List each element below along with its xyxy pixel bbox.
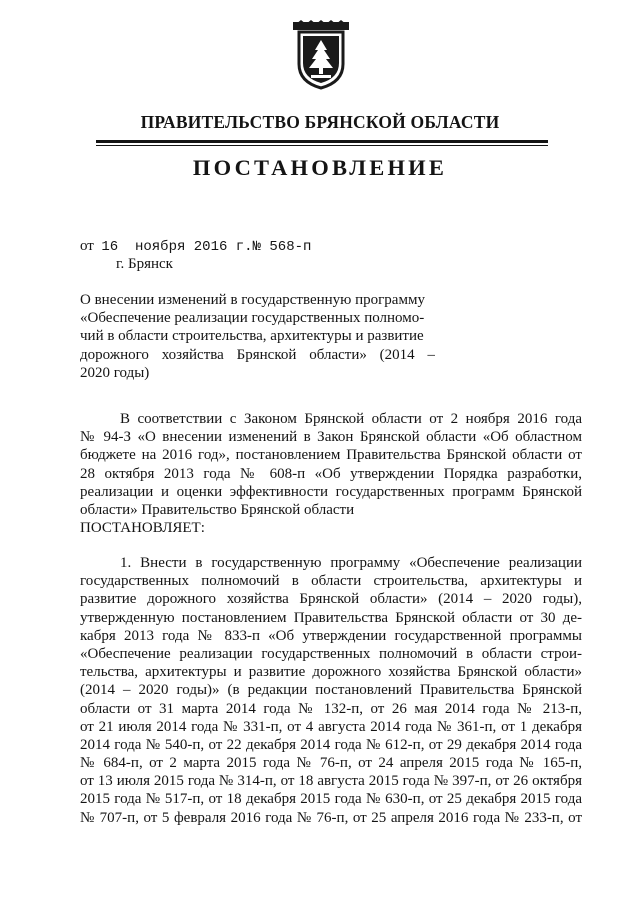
item-1-line: тельства, архитектуры и развитие дорожного хозяйства Брянской области» [80, 664, 582, 681]
coat-of-arms-emblem [291, 20, 351, 90]
header-rule-thin [96, 145, 548, 146]
item-1-line: 2015 года № 517-п, от 18 декабря 2015 года № 630-п, от 25 декабря 2015 года [80, 791, 582, 808]
item-1-line: 2014 года № 540-п, от 22 декабря 2014 года № 612-п, от 29 декабря 2014 года [80, 736, 582, 753]
item-1-line: от 13 июля 2015 года № 314-п, от 18 августа 2015 года № 397-п, от 26 октября [80, 773, 582, 790]
preamble-line: области» Правительство Брянской области [80, 501, 355, 518]
item-1-line: государственных полномочий в области строительства, архитектуры и [80, 573, 582, 590]
item-1-line: № 707-п, от 5 февраля 2016 года № 76-п, от 25 апреля 2016 года № 233-п, от [80, 809, 582, 826]
date-and-number: 16 ноября 2016 г.№ 568-п [101, 239, 312, 255]
header-rule-thick [96, 140, 548, 143]
item-1-line: развитие дорожного хозяйства Брянской области» (2014 – 2020 годы), [80, 591, 582, 608]
subject-line: чий в области строительства, архитектуры и развитие [80, 328, 424, 345]
item-1-line: 1. Внести в государственную программу «Обеспечение реализации [120, 555, 582, 571]
item-1-line: кабря 2013 года № 833-п «Об утверждении государственной программы [80, 627, 582, 644]
preamble-line: реализации и оценки эффективности государственных программ Брянской [80, 483, 582, 500]
item-1-line: утвержденную постановлением Правительства Брянской области от 30 де- [80, 609, 582, 626]
preamble-paragraph [80, 410, 582, 537]
item-1-line: «Обеспечение реализации государственных полномочий в области строи- [80, 645, 582, 662]
subject-line: «Обеспечение реализации государственных полномо- [80, 310, 425, 327]
item-1-line: области от 31 марта 2014 года № 132-п, от 26 мая 2014 года № 213-п, [80, 700, 582, 717]
resolves-heading: ПОСТАНОВЛЯЕТ: [80, 520, 205, 537]
item-1-line: от 21 июля 2014 года № 331-п, от 4 августа 2014 года № 361-п, от 1 декабря [80, 718, 582, 735]
item-1-line: № 684-п, от 2 марта 2015 года № 76-п, от 24 апреля 2015 года № 165-п, [80, 755, 582, 772]
city-name: г. Брянск [116, 256, 173, 272]
subject-block [80, 291, 435, 382]
subject-line: О внесении изменений в государственную программу [80, 292, 425, 308]
preamble-line: бюджете на 2016 год», постановлением Правительства Брянской области от [80, 447, 582, 464]
preamble-line: 28 октября 2013 года № 608-п «Об утверждении Порядка разработки, [80, 465, 582, 482]
date-prefix: от [80, 238, 94, 254]
date-number-line [80, 238, 311, 255]
item-1-line: (2014 – 2020 годы)» (в редакции постановлений Правительства Брянской [80, 682, 582, 699]
preamble-line: № 94-З «О внесении изменений в Закон Брянской области «Об областном [80, 429, 582, 446]
government-title: ПРАВИТЕЛЬСТВО БРЯНСКОЙ ОБЛАСТИ [140, 112, 500, 132]
document-type-title: ПОСТАНОВЛЕНИЕ [192, 155, 448, 180]
subject-line: 2020 годы) [80, 364, 150, 381]
item-1-paragraph [80, 554, 582, 827]
subject-line: дорожного хозяйства Брянской области» (2014 – [80, 346, 435, 363]
preamble-line: В соответствии с Законом Брянской области от 2 ноября 2016 года [120, 411, 582, 427]
